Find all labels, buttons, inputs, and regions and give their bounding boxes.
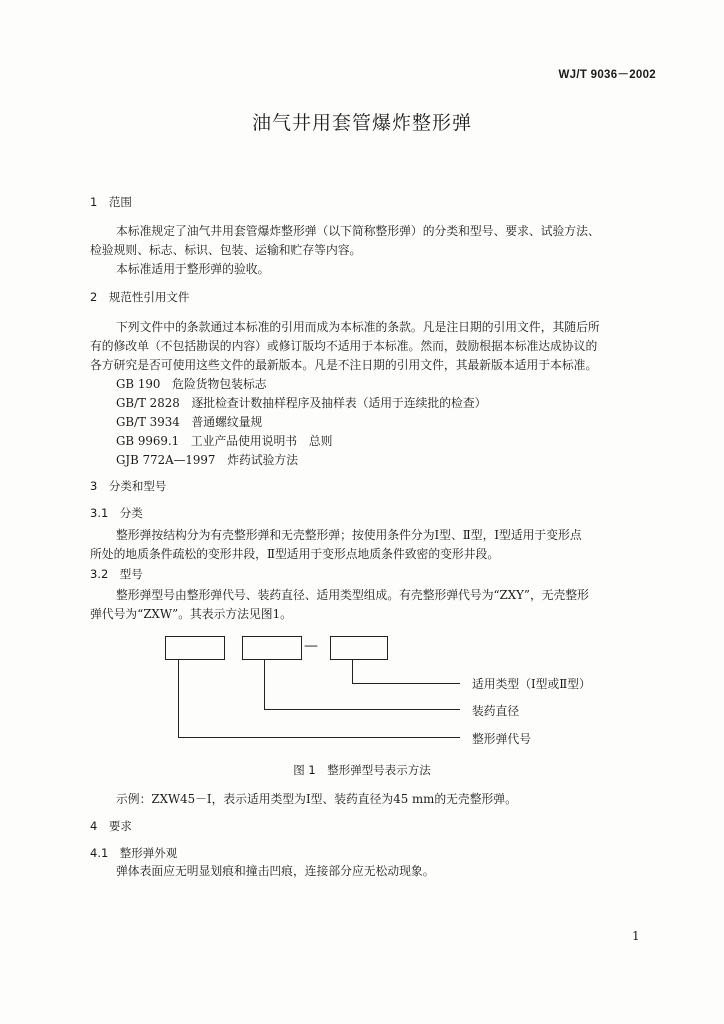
normative-reference: GJB 772A—1997 炸药试验方法 bbox=[116, 453, 299, 467]
section-1-para-2: 本标准适用于整形弹的验收。 bbox=[116, 262, 270, 276]
section-3-1-para-line: 整形弹按结构分为有壳整形弹和无壳整形弹；按使用条件分为Ⅰ型、Ⅱ型，Ⅰ型适用于变形点 bbox=[116, 528, 582, 542]
section-3-2-para-line: 弹代号为“ZXW”。其表示方法见图1。 bbox=[90, 607, 292, 621]
code-leader-horizontal bbox=[178, 737, 460, 738]
section-1-heading: 1 范围 bbox=[90, 195, 132, 209]
normative-reference: GB/T 3934 普通螺纹量规 bbox=[116, 415, 263, 429]
diameter-box bbox=[242, 636, 302, 660]
label-model-code: 整形弹代号 bbox=[472, 732, 531, 746]
section-2-para-line: 有的修改单（不包括勘误的内容）或修订版均不适用于本标准。然而，鼓励根据本标准达成协议的 bbox=[90, 339, 598, 353]
section-4-1-text: 弹体表面应无明显划痕和撞击凹痕，连接部分应无松动现象。 bbox=[116, 864, 435, 878]
normative-reference: GB 190 危险货物包装标志 bbox=[116, 377, 267, 391]
separator-dash: — bbox=[304, 638, 318, 654]
code-leader-vertical bbox=[178, 660, 179, 738]
section-3-2-heading: 3.2 型号 bbox=[90, 567, 143, 581]
figure-1-caption: 图 1 整形弹型号表示方法 bbox=[293, 763, 431, 777]
section-2-heading: 2 规范性引用文件 bbox=[90, 290, 190, 304]
section-3-1-para-line: 所处的地质条件疏松的变形井段，Ⅱ型适用于变形点地质条件致密的变形井段。 bbox=[90, 547, 500, 561]
page-number: 1 bbox=[632, 929, 640, 943]
section-3-2-para-line: 整形弹型号由整形弹代号、装药直径、适用类型组成。有壳整形弹代号为“ZXY”，无壳整形 bbox=[116, 588, 589, 602]
type-leader-horizontal bbox=[352, 683, 460, 684]
type-box bbox=[330, 636, 388, 660]
section-2-para-line: 各方研究是否可使用这些文件的最新版本。凡是不注日期的引用文件，其最新版本适用于本标准。 bbox=[90, 358, 598, 372]
example-text: 示例：ZXW45－Ⅰ，表示适用类型为Ⅰ型、装药直径为45 mm的无壳整形弹。 bbox=[116, 792, 517, 806]
section-1-para-line: 检验规则、标志、标识、包装、运输和贮存等内容。 bbox=[90, 243, 362, 257]
model-code-box bbox=[165, 636, 225, 660]
document-title: 油气井用套管爆炸整形弹 bbox=[251, 112, 472, 134]
section-3-heading: 3 分类和型号 bbox=[90, 479, 167, 493]
section-2-para-line: 下列文件中的条款通过本标准的引用而成为本标准的条款。凡是注日期的引用文件，其随后所 bbox=[116, 320, 600, 334]
normative-reference: GB/T 2828 逐批检查计数抽样程序及抽样表（适用于连续批的检查） bbox=[116, 396, 487, 410]
section-4-1-heading: 4.1 整形弹外观 bbox=[90, 846, 178, 860]
diameter-leader-horizontal bbox=[264, 709, 460, 710]
section-3-1-heading: 3.1 分类 bbox=[90, 506, 143, 520]
label-charge-diameter: 装药直径 bbox=[472, 704, 520, 718]
normative-reference: GB 9969.1 工业产品使用说明书 总则 bbox=[116, 434, 333, 448]
diameter-leader-vertical bbox=[264, 660, 265, 710]
type-leader-vertical bbox=[352, 660, 353, 684]
label-applicable-type: 适用类型（Ⅰ型或Ⅱ型） bbox=[472, 677, 591, 691]
section-4-heading: 4 要求 bbox=[90, 819, 132, 833]
section-1-para-line: 本标准规定了油气井用套管爆炸整形弹（以下简称整形弹）的分类和型号、要求、试验方法、 bbox=[116, 224, 600, 238]
standard-code: WJ/T 9036－2002 bbox=[558, 69, 656, 81]
